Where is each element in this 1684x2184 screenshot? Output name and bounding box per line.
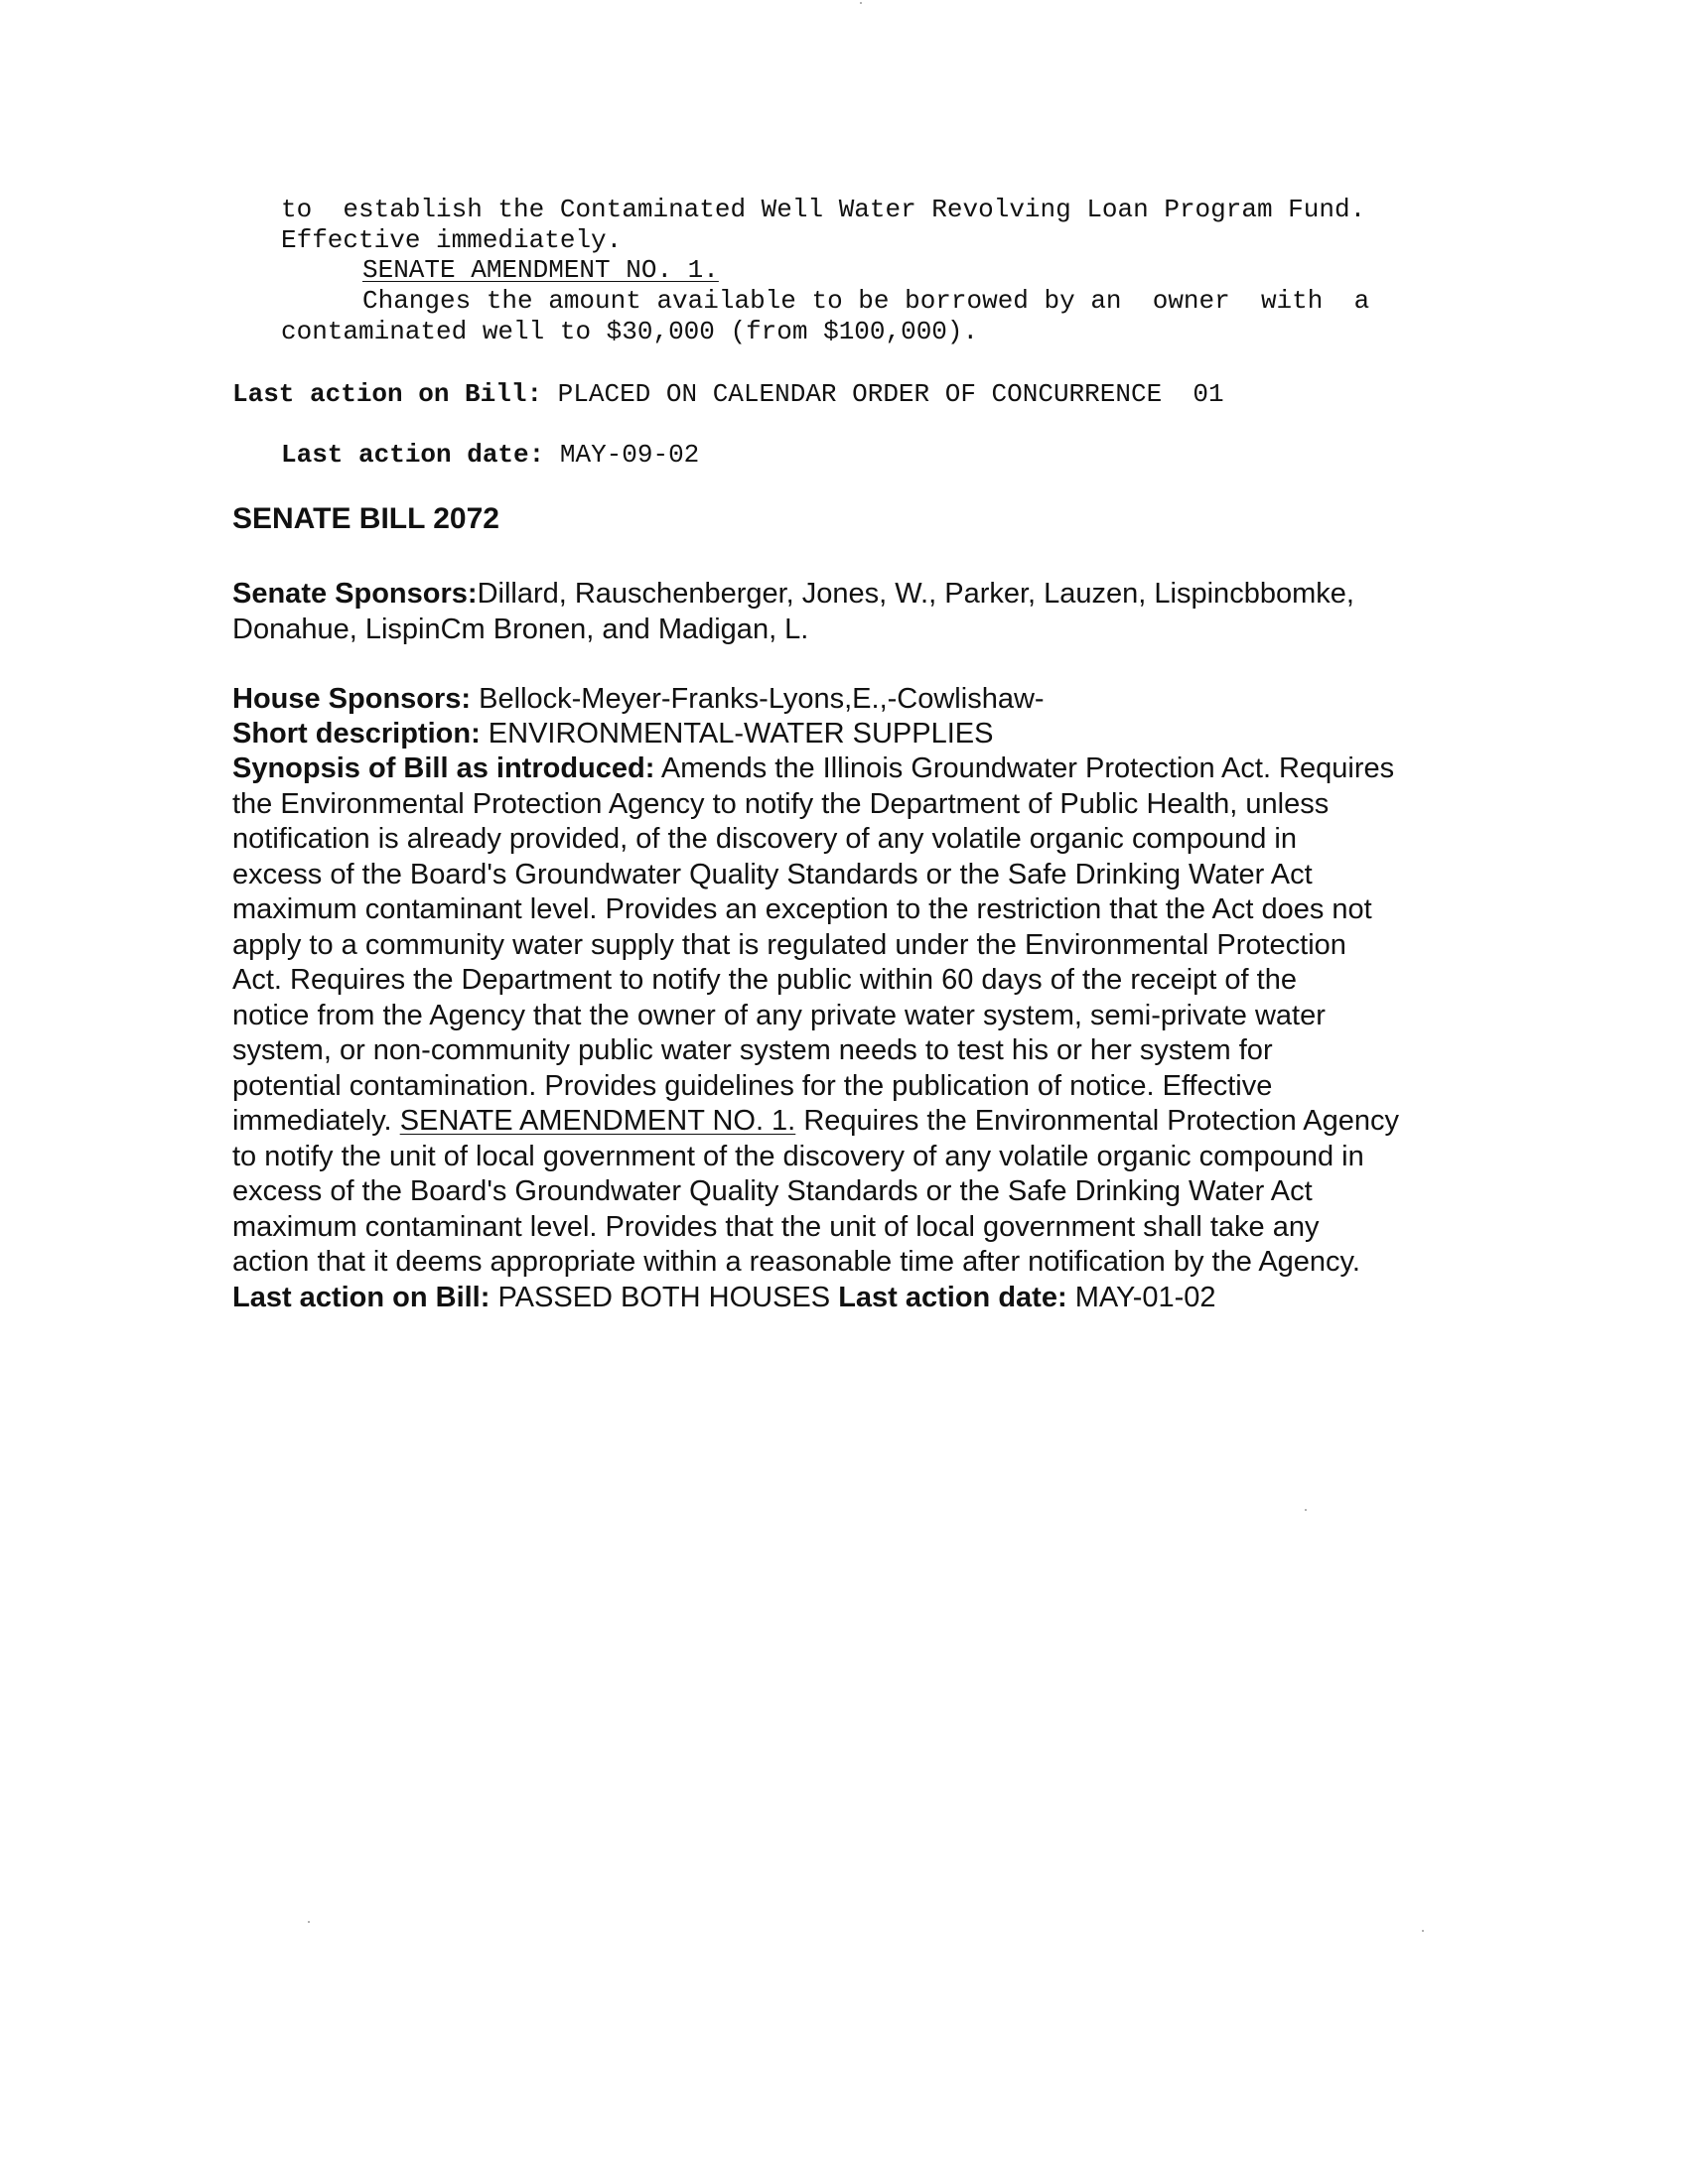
prev-bill-last-action-label: Last action on Bill:: [232, 379, 543, 409]
prev-bill-line-1: to establish the Contaminated Well Water Revolving Loan Program Fund.: [281, 195, 1366, 224]
synopsis-line: the Environmental Protection Agency to notify the Department of Public Health, unless: [232, 787, 1330, 820]
house-sponsors-value: Bellock-Meyer-Franks-Lyons,E.,-Cowlishaw-: [479, 683, 1045, 715]
short-description: [232, 717, 993, 752]
synopsis-label: Synopsis of Bill as introduced:: [232, 752, 655, 784]
prev-bill-amendment-line-2: contaminated well to $30,000 (from $100,000).: [281, 317, 979, 346]
amendment-line: maximum contaminant level. Provides that the unit of local government shall take any: [232, 1210, 1320, 1243]
scan-speck: [1305, 1509, 1307, 1511]
bill-title: SENATE BILL 2072: [232, 502, 499, 535]
senate-sponsors-label: Senate Sponsors:: [232, 578, 478, 610]
senate-sponsors-line-2: Donahue, LispinCm Bronen, and Madigan, L.: [232, 614, 809, 645]
synopsis-line: maximum contaminant level. Provides an exception to the restriction that the Act does not: [232, 893, 1372, 925]
amendment-text: Requires the Environmental Protection Agency: [803, 1105, 1399, 1137]
prev-bill-last-action: [232, 379, 1224, 410]
scan-speck: [1422, 1930, 1424, 1932]
bill-last-action-date-label: Last action date:: [838, 1281, 1067, 1313]
scan-speck: [308, 1921, 310, 1923]
amendment-line: action that it deems appropriate within a reasonable time after notification by the Agency.: [232, 1246, 1360, 1278]
bill-last-action-value: PASSED BOTH HOUSES: [497, 1281, 831, 1313]
synopsis-text: Amends the Illinois Groundwater Protection Act. Requires: [660, 752, 1395, 784]
house-sponsors-label: House Sponsors:: [232, 683, 472, 715]
prev-bill-line-2: Effective immediately.: [281, 225, 623, 255]
prev-bill-last-action-date: [281, 440, 699, 471]
amendment-heading: SENATE AMENDMENT NO. 1.: [399, 1105, 796, 1137]
synopsis-line: system, or non-community public water system needs to test his or her system for: [232, 1034, 1273, 1066]
synopsis-line: Act. Requires the Department to notify the public within 60 days of the receipt of the: [232, 964, 1297, 996]
synopsis-line: [232, 1104, 1513, 1140]
synopsis-line: [232, 751, 1513, 787]
prev-bill-amendment-line-1: Changes the amount available to be borrowed by an owner with a: [362, 286, 1370, 316]
prev-bill-last-action-date-label: Last action date:: [281, 440, 545, 470]
scan-speck: [860, 2, 862, 4]
prev-bill-amendment-heading: SENATE AMENDMENT NO. 1.: [362, 255, 719, 285]
short-description-label: Short description:: [232, 718, 481, 750]
bill-last-action: [232, 1281, 1513, 1316]
short-description-value: ENVIRONMENTAL-WATER SUPPLIES: [488, 718, 994, 750]
bill-last-action-label: Last action on Bill:: [232, 1281, 491, 1313]
amendment-line: to notify the unit of local government of the discovery of any volatile organic compound in: [232, 1140, 1364, 1172]
prev-bill-last-action-date-value: MAY-09-02: [559, 440, 700, 470]
synopsis-line: apply to a community water supply that is regulated under the Environmental Protection: [232, 928, 1346, 961]
synopsis-text: immediately.: [232, 1105, 392, 1137]
senate-sponsors-line-1: [232, 577, 1354, 613]
bill-last-action-date-value: MAY-01-02: [1074, 1281, 1216, 1313]
synopsis-line: excess of the Board's Groundwater Quality Standards or the Safe Drinking Water Act: [232, 858, 1313, 890]
amendment-line: excess of the Board's Groundwater Quality Standards or the Safe Drinking Water Act: [232, 1175, 1313, 1207]
house-sponsors: [232, 682, 1045, 718]
prev-bill-last-action-value: PLACED ON CALENDAR ORDER OF CONCURRENCE 01: [557, 379, 1224, 409]
synopsis-line: potential contamination. Provides guidelines for the publication of notice. Effective: [232, 1069, 1273, 1102]
synopsis-line: notification is already provided, of the discovery of any volatile organic compound in: [232, 823, 1297, 855]
synopsis-line: notice from the Agency that the owner of any private water system, semi-private water: [232, 999, 1326, 1031]
synopsis: [232, 751, 1513, 1315]
senate-sponsors-value-1: Dillard, Rauschenberger, Jones, W., Parker, Lauzen, Lispincbbomke,: [477, 578, 1354, 610]
